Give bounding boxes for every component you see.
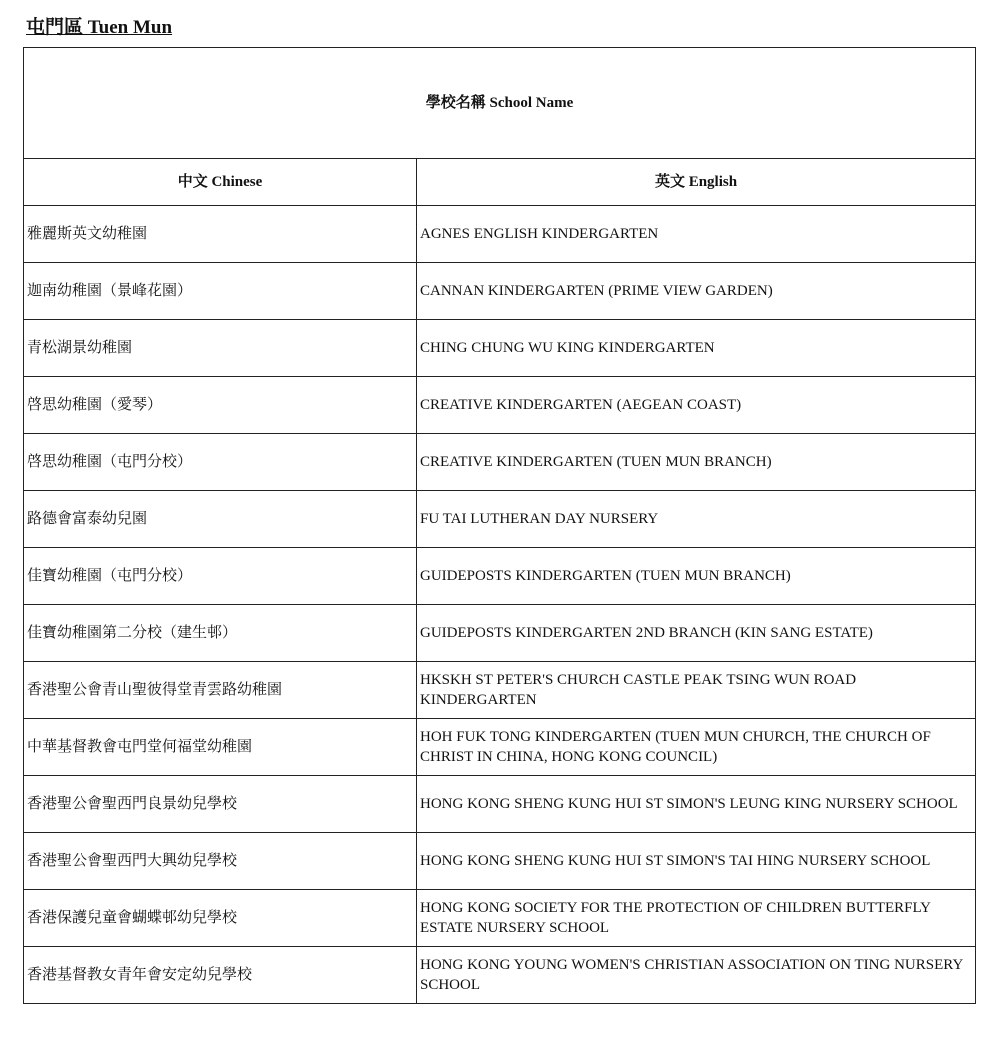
chinese-name-cell: 路德會富泰幼兒園	[24, 491, 417, 548]
chinese-name-cell: 香港保護兒童會蝴蝶邨幼兒學校	[24, 890, 417, 947]
english-name-cell: AGNES ENGLISH KINDERGARTEN	[417, 206, 976, 263]
chinese-name-cell: 佳寶幼稚園第二分校（建生邨）	[24, 605, 417, 662]
chinese-name-cell: 迦南幼稚園（景峰花園）	[24, 263, 417, 320]
school-name-header: 學校名稱 School Name	[24, 48, 976, 159]
chinese-name-cell: 佳寶幼稚園（屯門分校）	[24, 548, 417, 605]
table-row	[24, 947, 976, 1004]
table-row	[24, 377, 976, 434]
english-name-cell: CANNAN KINDERGARTEN (PRIME VIEW GARDEN)	[417, 263, 976, 320]
chinese-column-header: 中文 Chinese	[24, 159, 417, 206]
chinese-name-cell: 青松湖景幼稚園	[24, 320, 417, 377]
district-title: 屯門區 Tuen Mun	[26, 17, 173, 38]
english-name-cell: GUIDEPOSTS KINDERGARTEN (TUEN MUN BRANCH)	[417, 548, 976, 605]
chinese-name-cell: 香港聖公會聖西門大興幼兒學校	[24, 833, 417, 890]
english-name-cell: HKSKH ST PETER'S CHURCH CASTLE PEAK TSING WUN ROAD KINDERGARTEN	[417, 662, 976, 719]
table-row	[24, 890, 976, 947]
table-row	[24, 320, 976, 377]
table-row	[24, 719, 976, 776]
table-row	[24, 491, 976, 548]
english-name-cell: GUIDEPOSTS KINDERGARTEN 2ND BRANCH (KIN SANG ESTATE)	[417, 605, 976, 662]
english-name-cell: FU TAI LUTHERAN DAY NURSERY	[417, 491, 976, 548]
english-name-cell: CREATIVE KINDERGARTEN (TUEN MUN BRANCH)	[417, 434, 976, 491]
english-name-cell: CHING CHUNG WU KING KINDERGARTEN	[417, 320, 976, 377]
table-row	[24, 833, 976, 890]
english-name-cell: CREATIVE KINDERGARTEN (AEGEAN COAST)	[417, 377, 976, 434]
english-name-cell: HONG KONG YOUNG WOMEN'S CHRISTIAN ASSOCIATION ON TING NURSERY SCHOOL	[417, 947, 976, 1004]
chinese-name-cell: 啓思幼稚園（屯門分校）	[24, 434, 417, 491]
column-header-row	[24, 159, 976, 206]
chinese-name-cell: 中華基督教會屯門堂何福堂幼稚園	[24, 719, 417, 776]
english-name-cell: HONG KONG SHENG KUNG HUI ST SIMON'S LEUNG KING NURSERY SCHOOL	[417, 776, 976, 833]
school-table	[23, 47, 976, 1004]
chinese-name-cell: 香港基督教女青年會安定幼兒學校	[24, 947, 417, 1004]
chinese-name-cell: 香港聖公會青山聖彼得堂青雲路幼稚園	[24, 662, 417, 719]
chinese-name-cell: 香港聖公會聖西門良景幼兒學校	[24, 776, 417, 833]
table-row	[24, 263, 976, 320]
english-name-cell: HOH FUK TONG KINDERGARTEN (TUEN MUN CHURCH, THE CHURCH OF CHRIST IN CHINA, HONG KONG COUNCIL)	[417, 719, 976, 776]
english-name-cell: HONG KONG SOCIETY FOR THE PROTECTION OF CHILDREN BUTTERFLY ESTATE NURSERY SCHOOL	[417, 890, 976, 947]
table-row	[24, 434, 976, 491]
table-row	[24, 206, 976, 263]
table-row	[24, 605, 976, 662]
english-name-cell: HONG KONG SHENG KUNG HUI ST SIMON'S TAI HING NURSERY SCHOOL	[417, 833, 976, 890]
chinese-name-cell: 雅麗斯英文幼稚園	[24, 206, 417, 263]
chinese-name-cell: 啓思幼稚園（愛琴）	[24, 377, 417, 434]
table-row	[24, 662, 976, 719]
table-row	[24, 548, 976, 605]
english-column-header: 英文 English	[417, 159, 976, 206]
table-row	[24, 776, 976, 833]
table-header-row	[24, 48, 976, 159]
